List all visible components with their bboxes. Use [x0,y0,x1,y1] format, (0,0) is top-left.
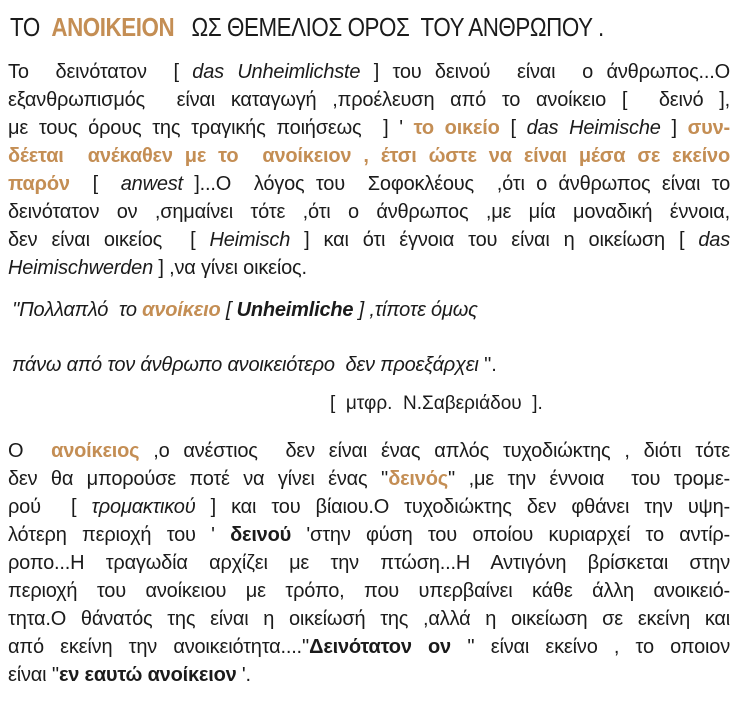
text-run: anwest [120,173,183,195]
text-line [8,142,730,170]
text-run: '. [236,664,251,686]
text-run: ]...Ο λόγος του Σοφοκλέους ,ότι ο άνθρωπος είναι το [182,173,730,195]
text-line [8,493,730,521]
text-run: ανοίκειο [142,299,221,321]
text-run: das Unheimlichste [192,61,361,83]
text-run: ] ,τίποτε όμως [353,299,478,321]
text-run: περιοχή του ανοίκειου με τρόπο, που υπερβαίνει κάθε άλλη ανοικειό- [8,580,730,602]
text-run: από εκείνη την ανοικειότητα....'' [8,636,310,658]
text-line [12,296,730,324]
text-run: das [698,229,730,251]
text-run: ] ,να γίνει οικείος. [153,257,307,279]
text-run: εν εαυτώ ανοίκειον [58,664,237,686]
text-line [8,254,730,282]
text-run: είναι '' [8,664,59,686]
text-run: ] [660,117,688,139]
text-line [8,661,730,689]
text-line [8,170,730,198]
paragraph-intro [8,58,730,282]
text-run: εξανθρωπισμός είναι καταγωγή ,προέλευση από το ανοίκειο [ δεινό ], [8,89,730,111]
text-line [8,549,730,577]
text-run: συν- [687,117,730,139]
text-line [8,437,730,465]
translator-attribution: [ μτφρ. Ν.Σαβεριάδου ]. [330,393,543,414]
text-run: ''Πολλαπλό το [12,299,143,321]
text-run: '' ,με την έννοια του τρομε- [447,468,731,490]
text-run: ΑΝΟΙΚΕΙΟΝ [51,12,175,42]
text-run: ΩΣ ΘΕΜΕΛΙΟΣ ΟΡΟΣ ΤΟΥ ΑΝΘΡΩΠΟΥ . [174,12,604,42]
text-line [8,577,730,605]
text-run: τητα.Ο θάνατός της είναι η οικείωσή της ,αλλά η οικείωση σε εκείνη και [8,608,730,630]
text-run: πάνω από τον άνθρωπο ανοικειότερο δεν προεξάρχει [12,354,484,376]
text-run: το οικείο [413,117,500,139]
text-run: 'στην φύση του οποίου κυριαρχεί το αντίρ- [291,524,730,546]
text-line [8,633,730,661]
text-line [8,465,730,493]
text-run: ρού [ [8,496,92,518]
text-run: Unheimliche [236,299,354,321]
text-line [12,351,730,379]
text-run: δέεται ανέκαθεν με το ανοίκειον , έτσι ώστε να είναι μέσα σε εκείνο [8,145,730,167]
text-run: λότερη περιοχή του ' [8,524,231,546]
text-run: ,ο ανέστιος δεν είναι ένας απλός τυχοδιώκτης , διότι τότε [139,440,730,462]
text-line [8,86,730,114]
text-line [8,58,730,86]
text-run: Δεινότατον ον [309,636,451,658]
text-run: δεινού [230,524,292,546]
text-run: ροπο...Η τραγωδία αρχίζει με την πτώση...Η Αντιγόνη βρίσκεται στην [8,552,730,574]
text-line [8,521,730,549]
text-run: ΤΟ [10,12,52,42]
paragraph-commentary [8,437,730,689]
text-line [8,114,730,142]
text-line [8,226,730,254]
text-run: δεν θα μπορούσε ποτέ να γίνει ένας '' [8,468,389,490]
text-run: das Heimische [526,117,661,139]
text-run: ] και ότι έγνοια του είναι η οικείωση [ [290,229,699,251]
text-run: ] του δεινού είναι ο άνθρωπος...Ο [360,61,730,83]
text-run: δεινότατον ον ,σημαίνει τότε ,ότι ο άνθρωπος ,με μία μοναδική έννοια, [8,201,730,223]
text-run: με τους όρους της τραγικής ποιήσεως ] ' [8,117,414,139]
text-run: ανοίκειος [51,440,140,462]
text-run: ''. [483,354,497,376]
text-run: [ [69,173,121,195]
text-run: ] και του βίαιου.Ο τυχοδιώκτης δεν φθάνει την υψη- [195,496,730,518]
text-line [8,198,730,226]
text-run: '' είναι εκείνο , το οποιον [450,636,731,658]
text-run: [ [499,117,527,139]
quote-paragraph [8,296,730,379]
text-run: Το δεινότατον [ [8,61,193,83]
text-run: δεν είναι οικείος [ [8,229,210,251]
text-line [8,605,730,633]
text-run: Heimisch [209,229,291,251]
text-run: Heimischwerden [8,257,154,279]
text-run: δεινός [388,468,448,490]
text-run: παρόν [8,173,70,195]
text-run: [ [220,299,237,321]
document-title [10,12,629,42]
text-run: τρομακτικού [91,496,196,518]
text-run: Ο [8,440,52,462]
